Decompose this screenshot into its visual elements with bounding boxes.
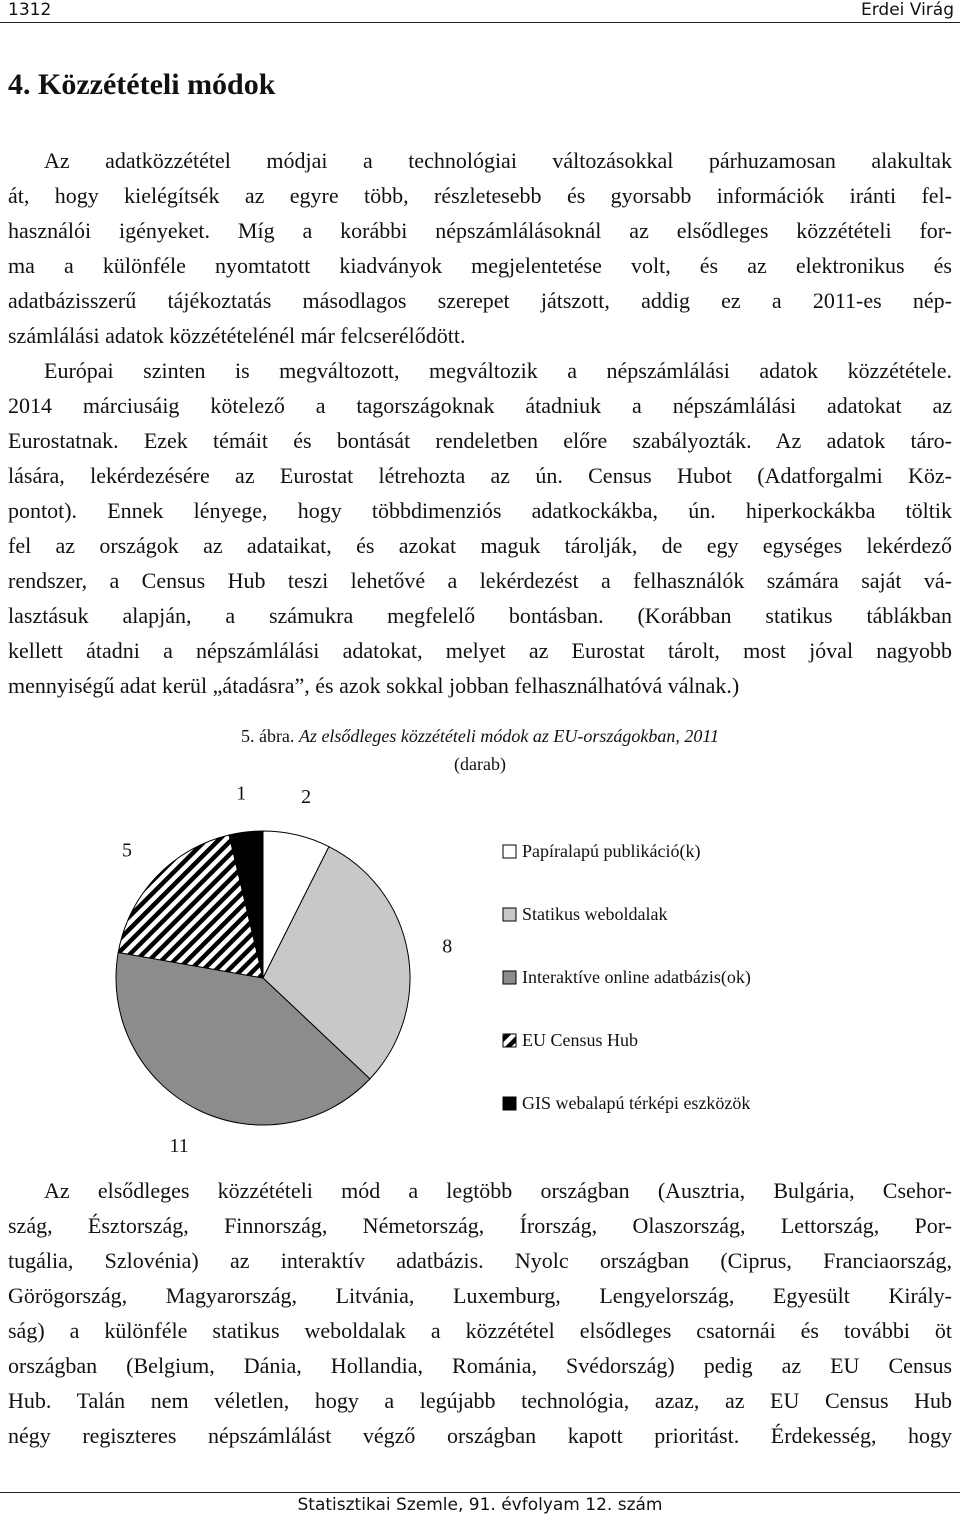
text-line: pontot). Ennek lényege, hogy többdimenziós adatkockákba, ún. hiperkockákba töltik (8, 498, 952, 523)
figure-caption (0, 726, 960, 747)
text-line: kellett átadni a népszámlálási adatokat, melyet az Eurostat tárolt, most jóval nagyobb (8, 638, 952, 663)
text-line: fel az országok az adataikat, és azokat maguk tárolják, de egy egységes lekérdező (8, 533, 952, 558)
text-line: Az adatközzététel módjai a technológiai változásokkal párhuzamosan alakultak (44, 148, 952, 173)
figure-unit: (darab) (454, 754, 506, 774)
legend-swatch (503, 1034, 516, 1047)
running-header (0, 0, 960, 23)
legend-label: Papíralapú publikáció(k) (522, 841, 701, 861)
pie-data-label: 5 (122, 839, 132, 862)
legend-swatch (503, 971, 516, 984)
legend-swatch (503, 845, 516, 858)
text-line: mennyiségű adat kerül „átadásra”, és azok sokkal jobban felhasználhatóvá válnak.) (8, 673, 740, 698)
pie-chart (100, 782, 960, 1158)
legend-label: GIS webalapú térképi eszközök (522, 1093, 751, 1113)
text-line: országban (Belgium, Dánia, Hollandia, Románia, Svédország) pedig az EU Census (8, 1353, 952, 1378)
text-line: négy regiszteres népszámlálást végző országban kapott prioritást. Érdekesség, hogy (8, 1423, 952, 1448)
text-line: Görögország, Magyarország, Litvánia, Luxemburg, Lengyelország, Egyesült Király- (8, 1283, 952, 1308)
text-line: Hub. Talán nem véletlen, hogy a legújabb technológia, azaz, az EU Census Hub (8, 1388, 952, 1413)
pie-data-label: 1 (236, 782, 247, 805)
paragraph-1 (8, 143, 952, 353)
pie-data-label: 8 (442, 935, 453, 958)
legend-label: Interaktíve online adatbázis(ok) (522, 967, 751, 987)
text-line: lására, lekérdezésére az Eurostat létrehozta az ún. Census Hubot (Adatforgalmi Köz- (8, 463, 952, 488)
text-line: ság) a különféle statikus weboldalak a közzététel elsődleges csatornái és további öt (8, 1318, 952, 1343)
text-line: Eurostatnak. Ezek témáit és bontását rendeletben előre szabályozták. Az adatok táro- (8, 428, 952, 453)
running-footer: Statisztikai Szemle, 91. évfolyam 12. szám (0, 1492, 960, 1515)
legend-swatch (503, 908, 516, 921)
text-line: szág, Észtország, Finnország, Németország, Írország, Olaszország, Lettország, Por- (8, 1213, 952, 1238)
legend-swatch (503, 1097, 516, 1110)
figure-number: 5. ábra. (240, 726, 295, 746)
text-line: tugália, Szlovénia) az interaktív adatbázis. Nyolc országban (Ciprus, Franciaország, (8, 1248, 952, 1273)
legend-label: EU Census Hub (522, 1030, 638, 1050)
legend-label: Statikus weboldalak (522, 904, 668, 924)
text-line: adatbázisszerű tájékoztatás másodlagos szerepet játszott, addig ez a 2011-es nép- (8, 288, 952, 313)
section-title: 4. Közzétételi módok (8, 68, 276, 101)
text-line: 2014 márciusáig kötelező a tagországoknak átadniuk a népszámlálási adatokat az (8, 393, 952, 418)
text-line: rendszer, a Census Hub teszi lehetővé a lekérdezést a felhasználók számára saját vá- (8, 568, 952, 593)
page-number: 1312 (8, 0, 52, 20)
text-line: lasztásuk alapján, a számukra megfelelő bontásban. (Korábban statikus táblákban (8, 603, 952, 628)
text-line: használói igényeket. Míg a korábbi népszámlálásoknál az elsődleges közzétételi for- (8, 218, 952, 243)
text-line: át, hogy kielégítsék az egyre több, részletesebb és gyorsabb információk iránti fel- (8, 183, 952, 208)
figure-title: Az elsődleges közzétételi módok az EU-országokban, 2011 (298, 726, 720, 746)
running-author: Erdei Virág (861, 0, 954, 20)
paragraph-3 (8, 1173, 952, 1453)
paragraph-2 (8, 353, 952, 703)
pie-data-label: 2 (301, 786, 312, 808)
text-line: ma a különféle nyomtatott kiadványok megjelentetése volt, és az elektronikus és (8, 253, 952, 278)
pie-data-label: 11 (169, 1135, 189, 1158)
text-line: Az elsődleges közzétételi mód a legtöbb országban (Ausztria, Bulgária, Csehor- (44, 1178, 952, 1203)
text-line: számlálási adatok közzétételénél már felcserélődött. (8, 323, 466, 348)
text-line: Európai szinten is megváltozott, megváltozik a népszámlálási adatok közzététele. (44, 358, 952, 383)
